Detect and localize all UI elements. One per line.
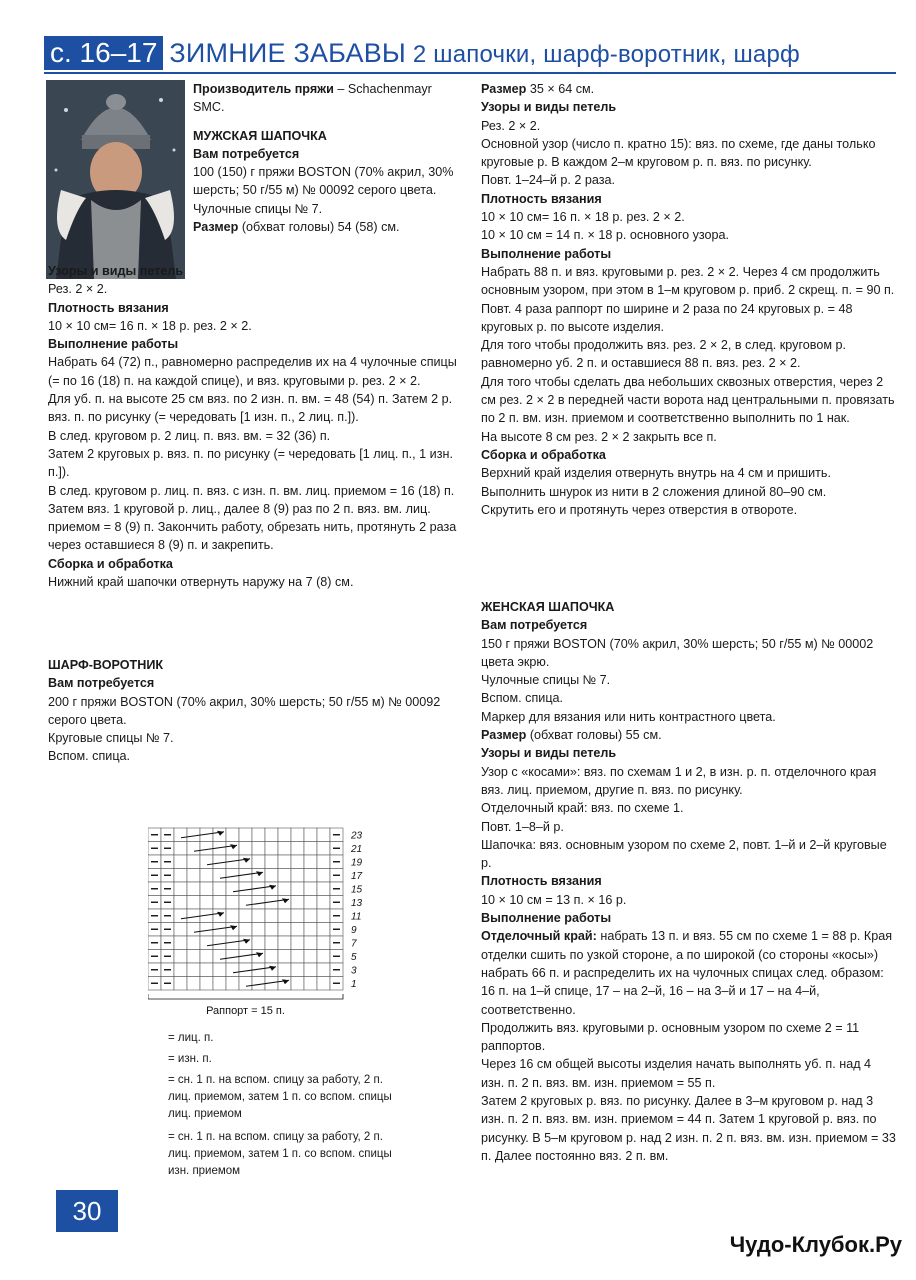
legend-cross-knit: = сн. 1 п. на вспом. спицу за работу, 2 п. лиц. приемом, затем 1 п. со вспом. спицы лиц. приемом xyxy=(168,1074,392,1120)
mens-hat-work-3: В след. круговом р. 2 лиц. п. вяз. вм. = 32 (36) п. xyxy=(48,428,331,443)
womens-patterns-4: Шапочка: вяз. основным узором по схеме 2, повт. 1–й и 2–й круговые р. xyxy=(481,837,887,871)
chart-cell xyxy=(187,950,200,964)
chart-cell xyxy=(265,842,278,856)
chart-cell xyxy=(174,828,187,842)
chart-cell xyxy=(317,869,330,883)
womens-hat-need-2: Чулочные спицы № 7. xyxy=(481,673,611,688)
chart-cell xyxy=(174,909,187,923)
collar-patterns-heading: Узоры и виды петель xyxy=(481,100,617,115)
chart-cell xyxy=(304,882,317,896)
chart-cell xyxy=(291,842,304,856)
chart-cell xyxy=(252,855,265,869)
chart-cell xyxy=(239,882,252,896)
producer-label: Производитель пряжи xyxy=(193,82,334,96)
collar-work-1: Набрать 88 п. и вяз. круговыми р. рез. 2 × 2. Через 4 см продолжить основным узором, при этом в 1–м круговом р. приб. 2 скрещ. п. = 90 п. xyxy=(481,264,895,298)
chart-cell xyxy=(304,855,317,869)
chart-cell xyxy=(291,963,304,977)
chart-cell xyxy=(239,842,252,856)
chart-cell xyxy=(278,828,291,842)
mens-hat-assembly: Нижний край шапочки отвернуть наружу на 7 (8) см. xyxy=(48,575,354,590)
womens-hat-section xyxy=(481,598,896,1165)
chart-cell xyxy=(252,896,265,910)
chart-cell xyxy=(317,909,330,923)
size-value: (обхват головы) 54 (58) см. xyxy=(238,220,400,235)
rapport-bracket xyxy=(148,994,343,999)
chart-grid-svg xyxy=(148,826,378,1016)
row-number: 7 xyxy=(351,938,357,950)
page-range: с. 16–17 xyxy=(44,36,163,70)
chart-cell xyxy=(200,950,213,964)
chart-cell xyxy=(187,896,200,910)
chart-cell xyxy=(291,828,304,842)
chart-cell xyxy=(226,950,239,964)
chart-cell xyxy=(252,842,265,856)
chart-cell xyxy=(200,869,213,883)
womens-hat-title: ЖЕНСКАЯ ШАПОЧКА xyxy=(481,600,615,614)
row-number: 9 xyxy=(351,925,357,936)
mens-hat-title: МУЖСКАЯ ШАПОЧКА xyxy=(193,128,327,143)
scarf-collar-details xyxy=(481,80,896,519)
chart-cell xyxy=(187,909,200,923)
chart-cell xyxy=(252,828,265,842)
chart-cell xyxy=(304,936,317,950)
mens-hat-work-5: В след. круговом р. лиц. п. вяз. с изн. п. вм. лиц. приемом = 16 (18) п. Затем вяз. 1 круговой р. лиц., далее 8 (9) раз по 2 п. вяз. вм. лиц. приемом = 8 (9) п. Закончить работу, обрезать нить, протянуть 2 раза через оставшиеся 8 (9) п. и закрепить. xyxy=(48,483,457,553)
womens-hat-size xyxy=(481,726,896,744)
chart-cell xyxy=(317,950,330,964)
chart-cell xyxy=(239,909,252,923)
chart-cell xyxy=(291,977,304,991)
mens-hat-assembly-heading: Сборка и обработка xyxy=(48,556,173,571)
row-number: 13 xyxy=(351,898,363,909)
mens-hat-work-4: Затем 2 круговых р. вяз. п. по рисунку (= чередовать [1 лиц. п., 1 изн. п.]). xyxy=(48,446,453,480)
chart-cell xyxy=(226,882,239,896)
chart-cell xyxy=(291,882,304,896)
chart-cell xyxy=(187,842,200,856)
producer-line xyxy=(193,80,463,117)
chart-cell xyxy=(213,882,226,896)
mens-hat-work-heading: Выполнение работы xyxy=(48,337,179,352)
womens-patterns-1: Узор с «косами»: вяз. по схемам 1 и 2, в изн. р. п. отделочного края вяз. лиц. приемом, другие п. вяз. по рисунку. xyxy=(481,764,877,797)
chart-cell xyxy=(200,882,213,896)
row-number: 5 xyxy=(351,952,357,963)
chart-cell xyxy=(265,909,278,923)
womens-patterns-3: Повт. 1–8–й р. xyxy=(481,819,564,834)
womens-hat-need-heading: Вам потребуется xyxy=(481,618,588,633)
womens-patterns-2: Отделочный край: вяз. по схеме 1. xyxy=(481,801,684,816)
chart-cell xyxy=(187,963,200,977)
chart-cell xyxy=(278,950,291,964)
chart-cell xyxy=(278,882,291,896)
mens-hat-patterns-heading: Узоры и виды петель xyxy=(48,264,184,278)
chart-cell xyxy=(200,936,213,950)
chart-cell xyxy=(213,977,226,991)
chart-cell xyxy=(304,842,317,856)
scarf-collar-title: ШАРФ-ВОРОТНИК xyxy=(48,658,164,672)
chart-cell xyxy=(317,855,330,869)
womens-work-1-label: Отделочный край: xyxy=(481,929,597,944)
chart-cell xyxy=(174,963,187,977)
mens-hat-density-heading: Плотность вязания xyxy=(48,300,169,315)
mens-hat-need-2: Чулочные спицы № 7. xyxy=(193,201,323,216)
collar-work-5: На высоте 8 см рез. 2 × 2 закрыть все п. xyxy=(481,429,717,444)
chart-cell xyxy=(200,977,213,991)
chart-cell xyxy=(174,936,187,950)
producer-value: – Schachenmayr SMC. xyxy=(193,82,432,115)
womens-hat-need-1: 150 г пряжи BOSTON (70% акрил, 30% шерсть; 50 г/55 м) № 00002 цвета экрю. xyxy=(481,636,874,669)
chart-cell xyxy=(239,923,252,937)
chart-cell xyxy=(213,936,226,950)
collar-work-3: Для того чтобы продолжить вяз. рез. 2 × 2, в след. круговом р. равномерно уб. 2 п. и оставшиеся 88 п. вяз. рез. 2 × 2. xyxy=(481,338,846,371)
chart-cell xyxy=(200,896,213,910)
legend-purl: = изн. п. xyxy=(168,1053,212,1065)
chart-cell xyxy=(226,896,239,910)
row-number: 19 xyxy=(351,857,363,869)
womens-patterns-heading: Узоры и виды петель xyxy=(481,746,617,761)
chart-cell xyxy=(187,936,200,950)
chart-cell xyxy=(265,923,278,937)
scarf-collar-need-heading: Вам потребуется xyxy=(48,676,155,691)
chart-cell xyxy=(317,977,330,991)
mens-hat-size xyxy=(193,218,463,236)
chart-cell xyxy=(278,869,291,883)
chart-cell xyxy=(239,828,252,842)
womens-work-3: Через 16 см общей высоты изделия начать выполнять уб. п. над 4 изн. п. 2 п. вяз. вм. изн. приемом = 55 п. xyxy=(481,1057,872,1090)
chart-cell xyxy=(200,855,213,869)
row-number: 15 xyxy=(351,884,363,896)
chart-cell xyxy=(239,977,252,991)
chart-cell xyxy=(200,963,213,977)
mens-hat-work-1: Набрать 64 (72) п., равномерно распределив их на 4 чулочные спицы (= по 16 (18) п. на каждой спице), и вяз. круговыми р. рез. 2 × 2. xyxy=(48,355,457,388)
scarf-collar-need-2: Круговые спицы № 7. xyxy=(48,731,174,746)
mens-hat-intro xyxy=(193,80,463,236)
chart-cell xyxy=(252,909,265,923)
chart-cell xyxy=(174,896,187,910)
collar-size xyxy=(481,80,896,98)
chart-cell xyxy=(213,963,226,977)
chart-cell xyxy=(174,923,187,937)
mens-hat-need-1: 100 (150) г пряжи BOSTON (70% акрил, 30% шерсть; 50 г/55 м) № 00092 серого цвета. xyxy=(193,165,454,198)
row-number: 3 xyxy=(351,965,357,977)
chart-cell xyxy=(252,923,265,937)
chart-cell xyxy=(317,963,330,977)
chart-cell xyxy=(174,950,187,964)
header-rule xyxy=(44,72,896,74)
chart-cell xyxy=(278,923,291,937)
chart-cell xyxy=(174,855,187,869)
collar-size-value: 35 × 64 см. xyxy=(526,82,595,96)
size-label: Размер xyxy=(193,220,239,235)
chart-cell xyxy=(226,909,239,923)
chart-cell xyxy=(174,977,187,991)
womens-hat-need-4: Маркер для вязания или нить контрастного цвета. xyxy=(481,709,776,724)
chart-cell xyxy=(317,828,330,842)
scarf-collar-need-3: Вспом. спица. xyxy=(48,749,131,764)
chart-cell xyxy=(317,842,330,856)
chart-cell xyxy=(265,869,278,883)
collar-patterns-1: Рез. 2 × 2. xyxy=(481,118,541,133)
womens-work-2: Продолжить вяз. круговыми р. основным узором по схеме 2 = 11 раппортов. xyxy=(481,1020,860,1054)
chart-cell xyxy=(239,963,252,977)
collar-patterns-2: Основной узор (число п. кратно 15): вяз. по схеме, где даны только круговые р. В каждом 2–м круговом р. п. вяз. по рисунку. xyxy=(481,136,876,170)
chart-cell xyxy=(304,828,317,842)
collar-density-heading: Плотность вязания xyxy=(481,191,602,206)
chart-cell xyxy=(187,882,200,896)
chart-cell xyxy=(291,869,304,883)
chart-cell xyxy=(278,855,291,869)
chart-cell xyxy=(200,923,213,937)
chart-cell xyxy=(278,842,291,856)
chart-cell xyxy=(252,936,265,950)
page-number: 30 xyxy=(56,1190,118,1232)
chart-legend xyxy=(168,1030,408,1180)
scarf-collar-need-1: 200 г пряжи BOSTON (70% акрил, 30% шерсть; 50 г/55 м) № 00092 серого цвета. xyxy=(48,694,441,727)
chart-cell xyxy=(252,977,265,991)
collar-work-4: Для того чтобы сделать два небольших сквозных отверстия, через 2 см рез. 2 × 2 в передней части ворота над центральными п. провязать по 2 п. вм. изн. приемом и соответственно выполнить по 1 нак. xyxy=(481,374,895,426)
chart-cell xyxy=(213,869,226,883)
chart-cell xyxy=(291,896,304,910)
womens-density-heading: Плотность вязания xyxy=(481,874,602,889)
chart-cell xyxy=(174,882,187,896)
chart-cell xyxy=(291,923,304,937)
chart-cell xyxy=(174,842,187,856)
chart-cell xyxy=(291,950,304,964)
collar-assembly-3: Скрутить его и протянуть через отверстия в отвороте. xyxy=(481,502,798,517)
chart-cell xyxy=(187,869,200,883)
chart-cell xyxy=(226,828,239,842)
rapport-label: Раппорт = 15 п. xyxy=(206,1005,285,1016)
chart-cell xyxy=(278,909,291,923)
chart-cell xyxy=(304,963,317,977)
page-title xyxy=(169,38,800,69)
chart-cell xyxy=(278,963,291,977)
chart-cell xyxy=(187,977,200,991)
row-number: 21 xyxy=(351,844,363,855)
chart-cell xyxy=(317,896,330,910)
legend-knit: = лиц. п. xyxy=(168,1032,214,1044)
chart-cell xyxy=(226,869,239,883)
collar-assembly-1: Верхний край изделия отвернуть внутрь на 4 см и пришить. xyxy=(481,466,831,481)
collar-work-heading: Выполнение работы xyxy=(481,246,612,261)
chart-cell xyxy=(304,909,317,923)
row-number: 11 xyxy=(351,911,362,923)
row-number: 23 xyxy=(351,830,363,842)
womens-hat-need-3: Вспом. спица. xyxy=(481,691,564,706)
womens-work-1-text: набрать 13 п. и вяз. 55 см по схеме 1 = 88 р. Края отделки сшить по узкой стороне, а по широкой (со стороны «косы») набрать 66 п. и распределить их на чулочных спицах след. образом: 16 п. на 1–й спице, 17 – на 2–й, 16 – на 3–й и 17 – на 4–й, соответственно. xyxy=(481,929,893,1017)
chart-cell xyxy=(291,855,304,869)
legend-cross-purl: = сн. 1 п. на вспом. спицу за работу, 2 п. лиц. приемом, затем 1 п. со вспом. спицы изн. приемом xyxy=(168,1131,392,1177)
collar-patterns-3: Повт. 1–24–й р. 2 раза. xyxy=(481,173,616,188)
chart-cell xyxy=(265,950,278,964)
collar-density-1: 10 × 10 см= 16 п. × 18 р. рез. 2 × 2. xyxy=(481,210,685,225)
womens-work-4: Затем 2 круговых р. вяз. по рисунку. Далее в 3–м круговом р. над 3 изн. п. 2 п. вяз. вм. изн. приемом = 44 п. Затем 1 круговой р. вяз. по рисунку. В 5–м круговом р. над 2 изн. п. 2 п. вяз. вм. изн. приемом = 33 п. Далее постоянно вяз. 2 п. вм. xyxy=(481,1094,896,1163)
scarf-collar-section xyxy=(48,656,468,766)
womens-size-label: Размер xyxy=(481,728,527,743)
womens-work-heading: Выполнение работы xyxy=(481,911,612,926)
section-title: ЗИМНИЕ ЗАБАВЫ xyxy=(169,37,407,68)
mens-hat-patterns: Рез. 2 × 2. xyxy=(48,282,108,297)
chart-cell xyxy=(265,828,278,842)
chart-cell xyxy=(265,855,278,869)
page-header xyxy=(44,36,800,70)
chart-cell xyxy=(291,909,304,923)
chart-cell xyxy=(200,842,213,856)
chart-cell xyxy=(174,869,187,883)
chart-cell xyxy=(317,936,330,950)
chart-cell xyxy=(226,963,239,977)
collar-assembly-heading: Сборка и обработка xyxy=(481,447,606,462)
chart-cell xyxy=(213,896,226,910)
chart-cell xyxy=(226,977,239,991)
chart-cell xyxy=(304,977,317,991)
womens-size-value: (обхват головы) 55 см. xyxy=(526,728,662,743)
chart-cell xyxy=(213,950,226,964)
chart-cell xyxy=(278,936,291,950)
knitting-chart xyxy=(148,826,378,1016)
section-subtitle: 2 шапочки, шарф-воротник, шарф xyxy=(412,40,800,68)
collar-size-label: Размер xyxy=(481,82,527,96)
chart-cell xyxy=(187,855,200,869)
chart-cell xyxy=(265,936,278,950)
mens-hat-body xyxy=(48,262,468,591)
chart-cell xyxy=(304,950,317,964)
mens-hat-density: 10 × 10 см= 16 п. × 18 р. рез. 2 × 2. xyxy=(48,318,252,333)
chart-cell xyxy=(304,869,317,883)
chart-cell xyxy=(317,923,330,937)
chart-cell xyxy=(291,936,304,950)
collar-assembly-2: Выполнить шнурок из нити в 2 сложения длиной 80–90 см. xyxy=(481,484,827,499)
watermark: Чудо-Клубок.Ру xyxy=(729,1232,902,1257)
row-number: 1 xyxy=(351,979,357,990)
chart-cell xyxy=(317,882,330,896)
mens-hat-work-2: Для уб. п. на высоте 25 см вяз. по 2 изн. п. вм. = 48 (54) п. Затем 2 р. вяз. п. по рисунку (= чередовать [1 изн. п., 2 лиц. п.]). xyxy=(48,392,453,425)
row-number: 17 xyxy=(351,871,363,882)
chart-cell xyxy=(187,923,200,937)
collar-work-2: Повт. 4 раза раппорт по ширине и 2 раза по 24 круговых р. = 48 круговых р. по высоте изделия. xyxy=(481,301,853,334)
collar-density-2: 10 × 10 см = 14 п. × 18 р. основного узора. xyxy=(481,228,730,243)
chart-cell xyxy=(187,828,200,842)
womens-density: 10 × 10 см = 13 п. × 16 р. xyxy=(481,892,627,907)
chart-cell xyxy=(213,855,226,869)
womens-work-1 xyxy=(481,927,896,1018)
model-photo xyxy=(46,80,185,279)
mens-hat-need-heading: Вам потребуется xyxy=(193,146,300,161)
chart-cell xyxy=(304,923,317,937)
chart-cell xyxy=(239,896,252,910)
chart-cell xyxy=(304,896,317,910)
